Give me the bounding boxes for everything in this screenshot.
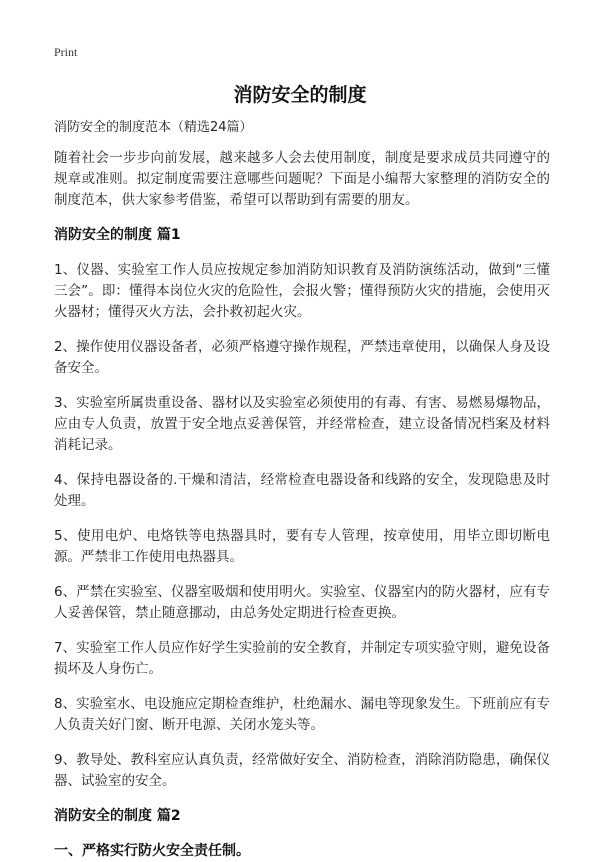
list-item: 8、实验室水、电设施应定期检查维护，杜绝漏水、漏电等现象发生。下班前应有专人负责关好门窗、断开电源、关闭水笼头等。	[54, 696, 550, 733]
section-heading-1: 消防安全的制度 篇1	[54, 227, 181, 243]
list-item: 6、严禁在实验室、仪器室吸烟和使用明火。实验室、仪器室内的防火器材，应有专人妥善保管，禁止随意挪动，由总务处定期进行检查更换。	[54, 584, 550, 621]
section-sub-heading: 一、严格实行防火安全责任制。	[54, 843, 250, 859]
section-heading-2: 消防安全的制度 篇2	[54, 808, 181, 824]
intro-paragraph: 随着社会一步步向前发展，越来越多人会去使用制度，制度是要求成员共同遵守的规章或准则。拟定制度需要注意哪些问题呢？下面是小编帮大家整理的消防安全的制度范本，供大家参考借鉴，希望可以帮助到有需要的朋友。	[54, 150, 550, 208]
list-item: 3、实验室所属贵重设备、器材以及实验室必须使用的有毒、有害、易燃易爆物品，应由专人负责，放置于安全地点妥善保管，并经常检查，建立设备情况档案及材料消耗记录。	[54, 395, 550, 453]
list-item: 4、保持电器设备的.干燥和清洁，经常检查电器设备和线路的安全，发现隐患及时处理。	[54, 472, 550, 509]
list-item: 7、实验室工作人员应作好学生实验前的安全教育，并制定专项实验守则，避免设备损坏及人身伤亡。	[54, 640, 550, 677]
list-item: 2、操作使用仪器设备者，必须严格遵守操作规程，严禁违章使用，以确保人身及设备安全。	[54, 339, 550, 376]
list-item: 5、使用电炉、电烙铁等电热器具时，要有专人管理，按章使用，用毕立即切断电源。严禁非工作使用电热器具。	[54, 528, 550, 565]
list-item: 1、仪器、实验室工作人员应按规定参加消防知识教育及消防演练活动，做到“三懂三会”。即：懂得本岗位火灾的危险性，会报火警；懂得预防火灾的措施，会使用灭火器材；懂得灭火方法，会扑救初起火灾。	[54, 262, 550, 320]
list-item: 9、教导处、教科室应认真负责，经常做好安全、消防检查，消除消防隐患，确保仪器、试验室的安全。	[54, 752, 550, 789]
document-subtitle: 消防安全的制度范本（精选24篇）	[54, 120, 253, 135]
page-title: 消防安全的制度	[233, 84, 367, 106]
print-link[interactable]: Print	[54, 45, 78, 59]
document-body	[54, 118, 550, 862]
